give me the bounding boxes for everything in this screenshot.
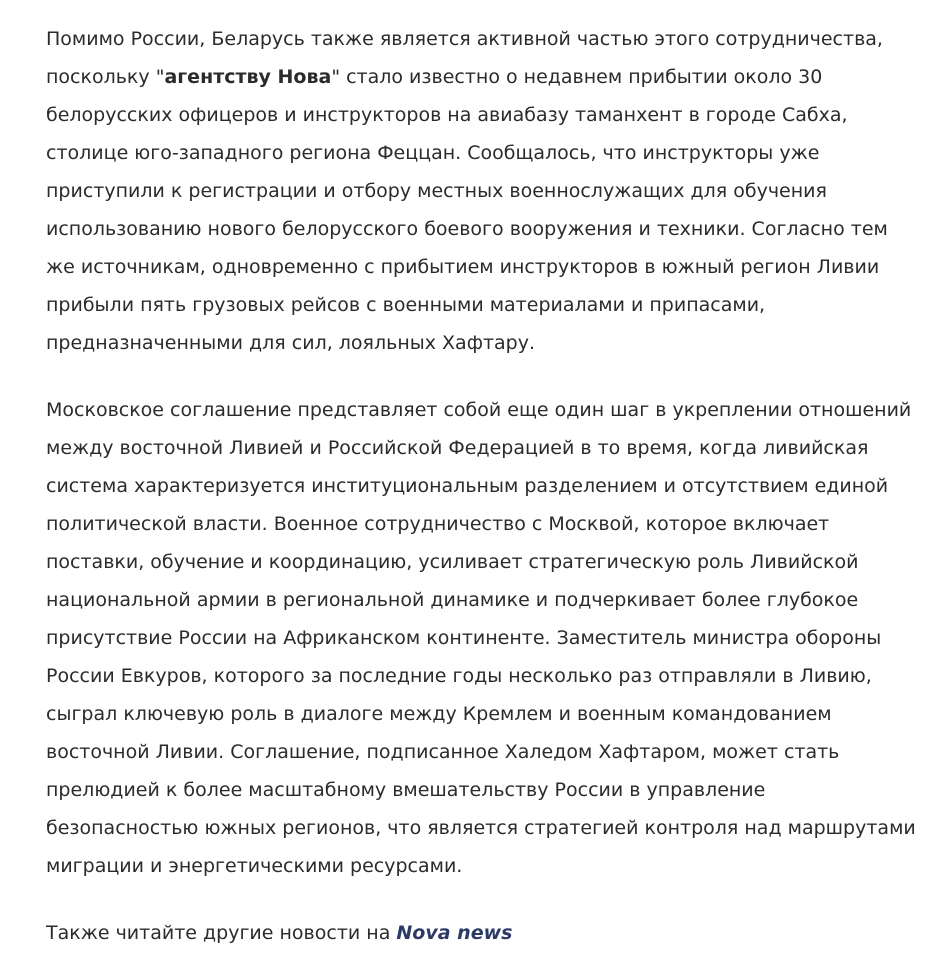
article-paragraph-2: Московское соглашение представляет собой еще один шаг в укреплении отношений между восточной Ливией и Российской Федерацией в то время, когда ливийская система характеризуется институциональным разделением и отсутствием единой политической власти. Военное сотрудничество с Москвой, которое включает поставки, обучение и координацию, усиливает стратегическую роль Ливийской национальной армии в региональной динамике и подчеркивает более глубокое присутствие России на Африканском континенте. Заместитель министра обороны России Евкуров, которого за последние годы несколько раз отправляли в Ливию, сыграл ключевую роль в диалоге между Кремлем и военным командованием восточной Ливии. Соглашение, подписанное Халедом Хафтаром, может стать прелюдией к более масштабному вмешательству России в управление безопасностью южных регионов, что является стратегией контроля над маршрутами миграции и энергетическими ресурсами. xyxy=(46,399,916,877)
paragraph-1-text-before-bold: Помимо России, Беларусь также является активной частью этого сотрудничества, поскольку " xyxy=(46,28,883,88)
footer-note-prefix: Также читайте другие новости на xyxy=(46,922,397,944)
footer-note xyxy=(46,914,916,952)
nova-news-link[interactable]: Nova news xyxy=(396,922,513,944)
agency-nova-bold-text: агентству Нова xyxy=(164,66,332,88)
article-paragraph-1 xyxy=(46,20,916,362)
paragraph-1-text-after-bold: " стало известно о недавнем прибытии около 30 белорусских офицеров и инструкторов на авиабазу таманхент в городе Сабха, столице юго-западного региона Феццан. Сообщалось, что инструкторы уже приступили к регистрации и отбору местных военнослужащих для обучения использованию нового белорусского боевого вооружения и техники. Согласно тем же источникам, одновременно с прибытием инструкторов в южный регион Ливии прибыли пять грузовых рейсов с военными материалами и припасами, предназначенными для сил, лояльных Хафтару. xyxy=(46,66,888,354)
